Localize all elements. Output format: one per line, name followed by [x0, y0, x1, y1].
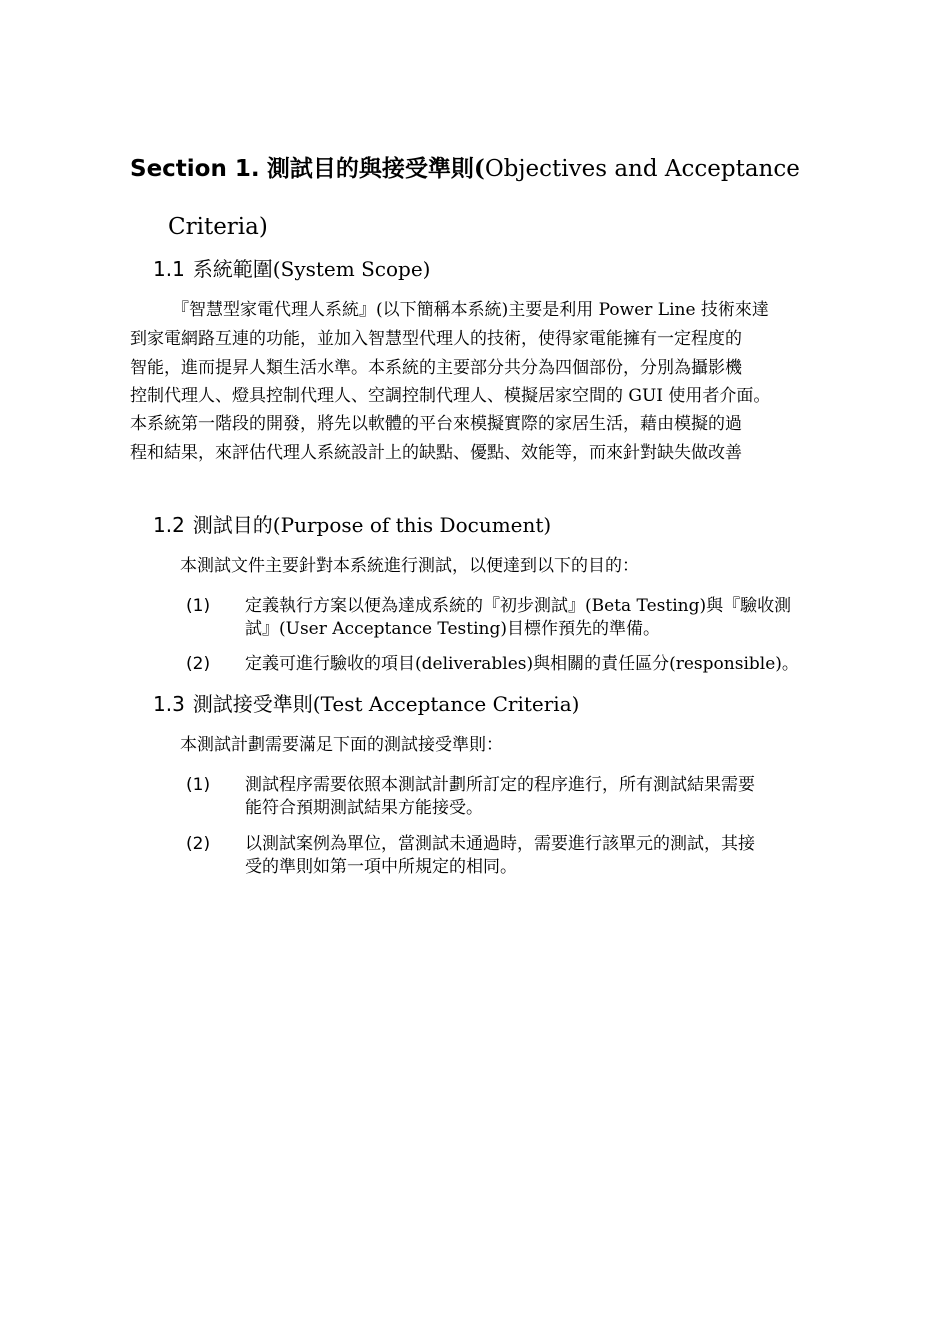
- list-marker: (2): [186, 654, 211, 674]
- scope-paragraph-line: 智能，進而提昇人類生活水準。本系統的主要部分共分為四個部份，分別為攝影機: [130, 358, 742, 378]
- list-marker: (1): [186, 596, 211, 616]
- acceptance-intro: 本測試計劃需要滿足下面的測試接受準則：: [180, 735, 503, 755]
- section-number: Section 1.: [130, 156, 260, 182]
- list-item: [186, 833, 826, 879]
- heading-acceptance-criteria: [153, 690, 579, 718]
- heading-number: 1.2: [153, 513, 185, 537]
- section-title-line-1: [130, 140, 830, 198]
- list-item-text: 定義執行方案以便為達成系統的『初步測試』(Beta Testing)與『驗收測 試』(User Acceptance Testing)目標作預先的準備。: [245, 596, 792, 639]
- list-marker: (1): [186, 775, 211, 795]
- heading-number: 1.3: [153, 692, 185, 716]
- section-title-cjk: 測試目的與接受準則(: [266, 155, 485, 182]
- section-title: [130, 140, 830, 256]
- scope-paragraph-line: 控制代理人、燈具控制代理人、空調控制代理人、模擬居家空間的 GUI 使用者介面。: [130, 386, 771, 406]
- scope-paragraph-line: 『智慧型家電代理人系統』(以下簡稱本系統)主要是利用 Power Line 技術來達: [172, 300, 769, 320]
- heading-number: 1.1: [153, 257, 185, 281]
- heading-text: 系統範圍(System Scope): [192, 257, 431, 281]
- heading-text: 測試目的(Purpose of this Document): [192, 513, 552, 537]
- list-marker: (2): [186, 834, 211, 854]
- scope-paragraph-line: 到家電網路互連的功能，並加入智慧型代理人的技術，使得家電能擁有一定程度的: [130, 329, 742, 349]
- scope-paragraph-line: 本系統第一階段的開發，將先以軟體的平台來模擬實際的家居生活，藉由模擬的過: [130, 414, 742, 434]
- purpose-intro: 本測試文件主要針對本系統進行測試，以便達到以下的目的：: [180, 556, 639, 576]
- section-title-en: Objectives and Acceptance: [484, 156, 800, 182]
- list-item: [186, 653, 826, 676]
- heading-purpose: [153, 511, 551, 539]
- list-item-text: 以測試案例為單位，當測試未通過時，需要進行該單元的測試，其接 受的準則如第一項中所規定的相同。: [245, 834, 755, 877]
- heading-system-scope: [153, 255, 430, 283]
- section-title-line-2: Criteria): [168, 214, 268, 240]
- list-item: [186, 774, 826, 820]
- list-item: [186, 595, 826, 641]
- scope-paragraph-line: 程和結果，來評估代理人系統設計上的缺點、優點、效能等，而來針對缺失做改善: [130, 443, 742, 463]
- heading-text: 測試接受準則(Test Acceptance Criteria): [192, 692, 580, 716]
- list-item-text: 定義可進行驗收的項目(deliverables)與相關的責任區分(responsible)。: [245, 654, 799, 674]
- list-item-text: 測試程序需要依照本測試計劃所訂定的程序進行，所有測試結果需要 能符合預期測試結果方能接受。: [245, 775, 755, 818]
